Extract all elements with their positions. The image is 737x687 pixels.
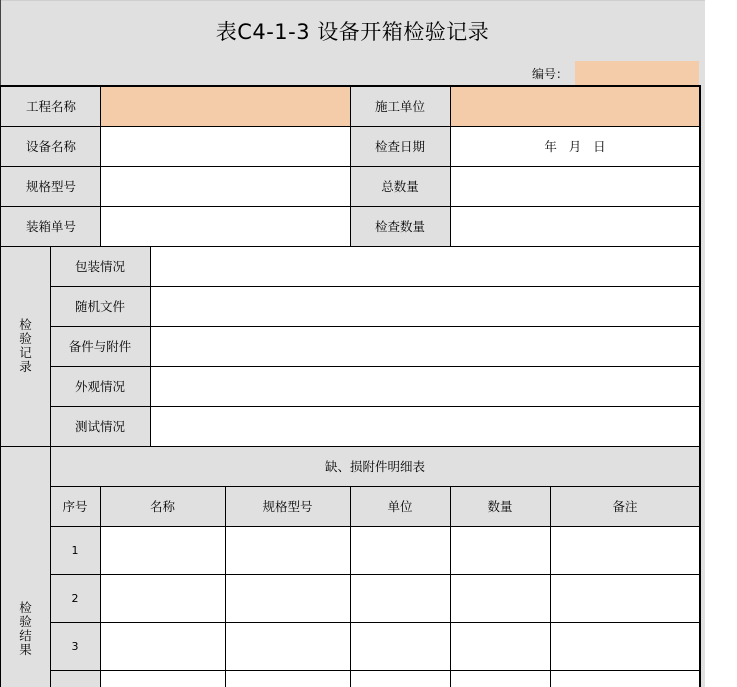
project-name-input[interactable] xyxy=(101,86,350,126)
table-cell[interactable] xyxy=(450,574,550,622)
grid-line xyxy=(0,246,700,247)
grid-line xyxy=(50,574,700,575)
grid-line xyxy=(0,86,1,687)
spreadsheet-margin xyxy=(705,0,737,687)
grid-line xyxy=(50,246,51,687)
packing-list-no-input[interactable] xyxy=(101,206,350,246)
row-number: 1 xyxy=(50,526,100,574)
inspected-quantity-input[interactable] xyxy=(450,206,700,246)
packing-list-no-label: 装箱单号 xyxy=(1,206,101,246)
table-cell[interactable] xyxy=(225,574,350,622)
grid-line xyxy=(50,326,700,327)
row-number: 3 xyxy=(50,622,100,670)
column-header-remarks: 备注 xyxy=(550,486,700,526)
project-name-label: 工程名称 xyxy=(1,86,101,126)
accompanying-docs-label: 随机文件 xyxy=(50,286,150,326)
form-title: 表C4-1-3 设备开箱检验记录 xyxy=(215,20,490,44)
grid-line xyxy=(150,246,151,446)
table-cell[interactable] xyxy=(550,574,700,622)
missing-parts-table-title: 缺、损附件明细表 xyxy=(50,446,700,486)
table-cell[interactable] xyxy=(450,622,550,670)
construction-unit-label: 施工单位 xyxy=(350,86,450,126)
model-spec-input[interactable] xyxy=(101,166,350,206)
column-header-unit: 单位 xyxy=(350,486,450,526)
spare-parts-label: 备件与附件 xyxy=(50,326,150,366)
row-number: 2 xyxy=(50,574,100,622)
table-cell[interactable] xyxy=(550,670,700,687)
grid-line xyxy=(450,86,451,246)
row-number xyxy=(50,670,100,687)
table-cell[interactable] xyxy=(100,622,225,670)
appearance-input[interactable] xyxy=(150,366,700,406)
accompanying-docs-input[interactable] xyxy=(150,286,700,326)
table-cell[interactable] xyxy=(450,526,550,574)
grid-line xyxy=(50,366,700,367)
grid-line xyxy=(450,486,451,687)
grid-line xyxy=(50,670,700,671)
grid-line xyxy=(550,486,551,687)
model-spec-label: 规格型号 xyxy=(1,166,101,206)
table-cell[interactable] xyxy=(100,574,225,622)
grid-line xyxy=(50,622,700,623)
table-cell[interactable] xyxy=(225,670,350,687)
grid-line xyxy=(350,486,351,687)
grid-line xyxy=(50,526,700,527)
total-quantity-input[interactable] xyxy=(450,166,700,206)
table-cell[interactable] xyxy=(350,574,450,622)
total-quantity-label: 总数量 xyxy=(350,166,450,206)
packaging-condition-input[interactable] xyxy=(150,246,700,286)
grid-line xyxy=(50,286,700,287)
table-cell[interactable] xyxy=(225,526,350,574)
equipment-name-input[interactable] xyxy=(101,126,350,166)
grid-line xyxy=(350,86,351,246)
table-cell[interactable] xyxy=(550,622,700,670)
inspection-result-label: 检 验 结 果 xyxy=(1,446,50,687)
serial-label: 编号： xyxy=(532,67,569,81)
inspection-date-label: 检查日期 xyxy=(350,126,450,166)
test-condition-label: 测试情况 xyxy=(50,406,150,446)
grid-line xyxy=(50,486,700,487)
table-cell[interactable] xyxy=(350,622,450,670)
packaging-condition-label: 包装情况 xyxy=(50,246,150,286)
inspection-date-input[interactable]: 年 月 日 xyxy=(450,126,700,166)
column-header-quantity: 数量 xyxy=(450,486,550,526)
equipment-name-label: 设备名称 xyxy=(1,126,101,166)
test-condition-input[interactable] xyxy=(150,406,700,446)
serial-input[interactable] xyxy=(575,61,699,85)
inspection-record-label: 检 验 记 录 xyxy=(1,246,50,446)
column-header-name: 名称 xyxy=(100,486,225,526)
grid-line xyxy=(100,486,101,687)
table-cell[interactable] xyxy=(550,526,700,574)
grid-line xyxy=(100,86,101,246)
table-cell[interactable] xyxy=(225,622,350,670)
inspected-quantity-label: 检查数量 xyxy=(350,206,450,246)
appearance-label: 外观情况 xyxy=(50,366,150,406)
table-cell[interactable] xyxy=(350,670,450,687)
construction-unit-input[interactable] xyxy=(450,86,700,126)
column-header-spec: 规格型号 xyxy=(225,486,350,526)
spare-parts-input[interactable] xyxy=(150,326,700,366)
column-header-index: 序号 xyxy=(50,486,100,526)
table-cell[interactable] xyxy=(450,670,550,687)
table-cell[interactable] xyxy=(100,526,225,574)
grid-line xyxy=(50,406,700,407)
grid-line-right xyxy=(699,86,701,687)
grid-line xyxy=(225,486,226,687)
table-cell[interactable] xyxy=(350,526,450,574)
table-cell[interactable] xyxy=(100,670,225,687)
grid-line xyxy=(0,446,700,447)
